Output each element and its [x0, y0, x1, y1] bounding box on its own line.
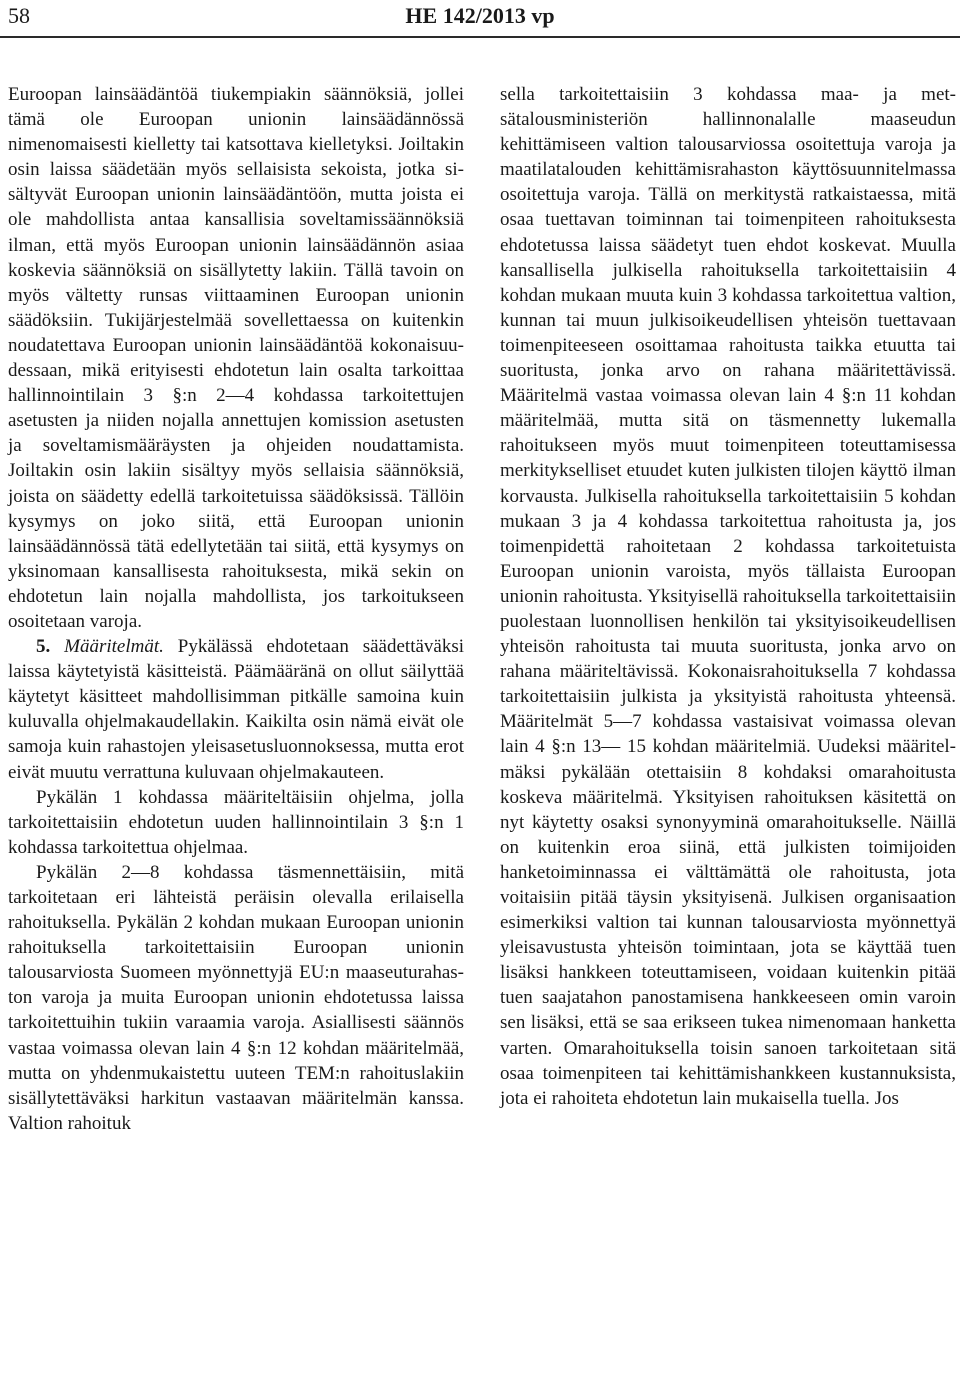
header-rule: [0, 36, 960, 38]
paragraph-continued: sella tarkoitettaisiin 3 kohdassa maa- ja metsätalousministeriön hallinnonalalle maaseudun kehittämiseen valtion talousarviossa osoitettuja varoja ja maatilatalouden kehittämisrahaston käyttösuunnitelmassa osoitettuja varoja. Tällä on merkitystä ratkaistaessa, mitä osaa tuettavan toiminnan tai toimenpiteen rahoituksesta ehdotetussa laissa säädetyt tuen ehdot koskevat. Muulla kansallisella julkisella rahoituksella tarkoitettaisiin 4 kohdan mukaan muuta kuin 3 kohdassa tarkoitettua valtion, kunnan tai muun julkisoikeudellisen yhteisön tuettavaan toimenpiteeseen osoittamaa rahoitusta taikka etuutta tai suoritusta, jonka arvo on rahana määritettävissä. Määritelmä vastaa voimassa olevan lain 4 §:n 11 kohdan määritelmää, mutta sitä on täsmennetty lukemalla rahoitukseen myös muut toimenpiteen toteuttamisessa merkitykselliset etuudet kuten julkisten tilojen käyttö ilman korvausta. Julkisella rahoituksella tarkoitettaisiin 5 kohdan mukaan 3 ja 4 kohdassa tarkoitettua rahoitusta ja, jos toimenpidettä rahoitetaan 2 kohdassa tarkoitetuista Euroopan unionin varoista, myös tällaista Euroopan unionin rahoitusta. Yksityisellä rahoituksella tarkoitettaisiin puolestaan luonnollisen henkilön tai yksityisoikeudellisen yhteisön rahoitusta tai muuta suoritusta, jonka arvo on rahana määriteltävissä. Kokonaisrahoituksella 7 kohdassa tarkoitettaisiin julkista ja yksityistä rahoitusta yhteensä. Määritelmät 5—7 kohdassa vastaisivat voimassa olevan lain 4 §:n 13— 15 kohdan määritelmiä. Uudeksi määritelmäksi pykälään otettaisiin 8 kohdaksi omarahoitusta koskeva määritelmä. Yksityisen rahoituksen käsitettä on nyt käytetty osaksi synonyyminä omarahoitukselle. Näillä on kuitenkin eroa siinä, että julkisten toimijoiden hanketoiminnassa ei välttämättä ole rahoitusta, jota voitaisiin pitää täysin yksityisenä. Julkisen organisaation esimerkiksi valtion tai kunnan talousarviosta myönnettyä yleisavustusta yhteisön toimintaan, jota se käyttää tuen lisäksi hankkeen toteuttamiseen, voidaan kuitenkin pitää tuen saajatahon panostamisena hankkeeseen omin varoin sen lisäksi, että se saa erikseen tukea nimenomaan hanketta varten. Omarahoituksella toisin sanoen tarkoitetaan sitä osaa toimenpiteen tai kehittämishankkeen kustannuksista, jota ei rahoiteta ehdotetun lain mukaisella tuella. Jos: [500, 84, 956, 1109]
left-column: [8, 82, 464, 1136]
paragraph-eu-legislation: Euroopan lainsäädäntöä tiukempiakin säännöksiä, jollei tämä ole Euroopan unionin lainsäädännössä nimenomaisesti kielletty tai katsottava kielletyksi. Joiltakin osin laissa säädetään myös sellaisista sekoista, jotka sisältyvät Euroopan unionin lainsäädäntöön, mutta joista ei ole mahdollista antaa kansallisia soveltamissäännöksiä ilman, että myös Euroopan unionin lainsäädännön asiaa koskevia säännöksiä on sisällytetty lakiin. Tällä tavoin on myös vältetty runsas viittaaminen Euroopan unionin säädöksiin. Tukijärjestelmää sovellettaessa on kuitenkin noudatettava Euroopan unionin lainsäädäntöä kokonaisuudessaan, mikä erityisesti ehdotetun lain osalta tarkoittaa hallinnointilain 3 §:n 2—4 kohdassa tarkoitettujen asetusten ja niiden nojalla annettujen komission asetusten ja soveltamismääräysten ja ohjeiden noudattamista. Joiltakin osin lakiin sisältyy myös sellaisia säännöksiä, joista on säädetty edellä tarkoitetuissa säädöksissä. Tällöin kysymys on joko siitä, että Euroopan unionin lainsäädännössä tätä edellytetään tai siitä, että kysymys on yksinomaan kansallisesta rahoituksesta, mikä sekin on ehdotetun lain nojalla mahdollista, jos tarkoitukseen osoitetaan varoja.: [8, 84, 464, 632]
paragraph-clauses-2-8: Pykälän 2—8 kohdassa täsmennettäisiin, mitä tarkoitetaan eri lähteistä peräisin olevalla erilaisella rahoituksella. Pykälän 2 kohdan mukaan Euroopan unionin rahoituksella tarkoitettaisiin Euroopan unionin talousarviosta Suomeen myönnettyjä EU:n maaseuturahaston varoja ja muita Euroopan unionin ehdotetussa laissa tarkoitettuihin tukiin varaamia varoja. Asiallisesti säännös vastaa voimassa olevan lain 4 §:n 12 kohdan määritelmää, mutta on yhdenmukaistettu uuteen TEM:n rahoituslakiin sisällytettäväksi harkitun vastaavan määritelmän kanssa. Valtion rahoituk: [8, 861, 464, 1134]
section-title: Määritelmät.: [64, 636, 164, 658]
document-id: HE 142/2013 vp: [405, 3, 555, 28]
paragraph-section-5: [8, 634, 464, 785]
section-text: Pykälässä ehdotetaan säädettäväksi laissa käytetyistä käsitteistä. Päämääränä on ollut säilyttää käytetyt käsitteet mahdollisimman pitkälle samoina kuin kuluvalla ohjelmakaudellakin. Kaikilta osin nämä eivät ole samoja kuin rahastojen yleisasetusluonnoksessa, mutta erot eivät muutu verrattuna kuluvaan ohjelmakauteen.: [8, 636, 465, 783]
section-number: 5.: [36, 636, 51, 658]
page-number: 58: [8, 3, 30, 28]
paragraph-clause-1: Pykälän 1 kohdassa määriteltäisiin ohjelma, jolla tarkoitettaisiin ehdotetun uuden hallinnointilain 3 §:n 1 kohdassa tarkoitettua ohjelmaa.: [8, 786, 464, 858]
page-header: [0, 0, 960, 40]
right-column: [500, 82, 956, 1111]
